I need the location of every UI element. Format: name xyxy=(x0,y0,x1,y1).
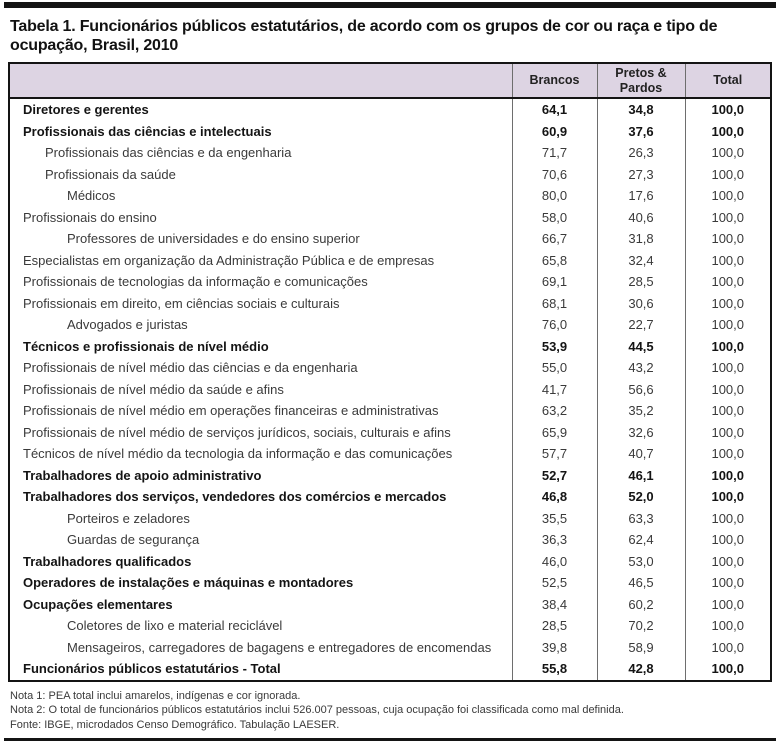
total-value: 100,0 xyxy=(685,121,770,143)
table-row xyxy=(10,271,770,293)
column-header-total: Total xyxy=(685,64,770,98)
pretos-pardos-value: 27,3 xyxy=(597,164,685,186)
table-row xyxy=(10,314,770,336)
total-value: 100,0 xyxy=(685,594,770,616)
brancos-value: 65,9 xyxy=(512,422,597,444)
bottom-rule xyxy=(4,738,776,741)
table-row xyxy=(10,615,770,637)
table-row xyxy=(10,572,770,594)
total-value: 100,0 xyxy=(685,615,770,637)
data-table xyxy=(10,64,770,680)
brancos-value: 64,1 xyxy=(512,98,597,121)
table-row xyxy=(10,293,770,315)
total-value: 100,0 xyxy=(685,465,770,487)
brancos-value: 60,9 xyxy=(512,121,597,143)
total-value: 100,0 xyxy=(685,508,770,530)
pretos-pardos-value: 31,8 xyxy=(597,228,685,250)
pretos-pardos-value: 62,4 xyxy=(597,529,685,551)
table-row xyxy=(10,508,770,530)
total-value: 100,0 xyxy=(685,658,770,680)
total-value: 100,0 xyxy=(685,637,770,659)
pretos-pardos-value: 22,7 xyxy=(597,314,685,336)
brancos-value: 80,0 xyxy=(512,185,597,207)
brancos-value: 28,5 xyxy=(512,615,597,637)
pretos-pardos-value: 26,3 xyxy=(597,142,685,164)
table-frame xyxy=(8,62,772,682)
table-row xyxy=(10,551,770,573)
row-label: Guardas de segurança xyxy=(67,532,200,548)
source-note: Fonte: IBGE, microdados Censo Demográfico. Tabulação LAESER. xyxy=(10,718,340,731)
brancos-value: 69,1 xyxy=(512,271,597,293)
table-body xyxy=(10,98,770,680)
brancos-value: 68,1 xyxy=(512,293,597,315)
row-label: Professores de universidades e do ensino superior xyxy=(67,231,360,247)
total-value: 100,0 xyxy=(685,357,770,379)
row-label: Profissionais das ciências e da engenharia xyxy=(45,145,292,161)
table-row xyxy=(10,529,770,551)
pretos-pardos-value: 60,2 xyxy=(597,594,685,616)
pretos-pardos-value: 17,6 xyxy=(597,185,685,207)
row-label: Trabalhadores qualificados xyxy=(23,553,192,569)
total-value: 100,0 xyxy=(685,551,770,573)
pretos-pardos-value: 53,0 xyxy=(597,551,685,573)
row-label: Porteiros e zeladores xyxy=(67,510,190,526)
brancos-value: 71,7 xyxy=(512,142,597,164)
brancos-value: 55,8 xyxy=(512,658,597,680)
row-label: Coletores de lixo e material reciclável xyxy=(67,618,283,634)
row-label: Profissionais das ciências e intelectuais xyxy=(23,123,272,139)
table-row xyxy=(10,228,770,250)
pretos-pardos-value: 40,7 xyxy=(597,443,685,465)
table-row xyxy=(10,658,770,680)
total-value: 100,0 xyxy=(685,443,770,465)
brancos-value: 41,7 xyxy=(512,379,597,401)
brancos-value: 57,7 xyxy=(512,443,597,465)
table-title xyxy=(10,17,770,55)
total-value: 100,0 xyxy=(685,572,770,594)
row-label: Profissionais de nível médio de serviços jurídicos, sociais, culturais e afins xyxy=(23,424,451,440)
row-label: Profissionais em direito, em ciências sociais e culturais xyxy=(23,295,340,311)
brancos-value: 65,8 xyxy=(512,250,597,272)
table-row xyxy=(10,142,770,164)
column-header-occupation xyxy=(10,64,512,98)
pretos-pardos-value: 35,2 xyxy=(597,400,685,422)
row-label: Profissionais de nível médio da saúde e afins xyxy=(23,381,284,397)
brancos-value: 38,4 xyxy=(512,594,597,616)
table-title-line2: ocupação, Brasil, 2010 xyxy=(10,37,179,54)
row-label: Profissionais de nível médio em operações financeiras e administrativas xyxy=(23,403,439,419)
note-2: Nota 2: O total de funcionários públicos estatutários inclui 526.007 pessoas, cuja ocupação foi classificada como mal definida. xyxy=(10,704,624,717)
table-row xyxy=(10,207,770,229)
pretos-pardos-value: 63,3 xyxy=(597,508,685,530)
total-value: 100,0 xyxy=(685,486,770,508)
table-notes xyxy=(10,689,768,733)
total-value: 100,0 xyxy=(685,207,770,229)
table-row xyxy=(10,379,770,401)
total-value: 100,0 xyxy=(685,228,770,250)
brancos-value: 70,6 xyxy=(512,164,597,186)
table-row xyxy=(10,121,770,143)
brancos-value: 46,0 xyxy=(512,551,597,573)
total-value: 100,0 xyxy=(685,422,770,444)
total-value: 100,0 xyxy=(685,529,770,551)
brancos-value: 63,2 xyxy=(512,400,597,422)
pretos-pardos-value: 28,5 xyxy=(597,271,685,293)
brancos-value: 39,8 xyxy=(512,637,597,659)
brancos-value: 53,9 xyxy=(512,336,597,358)
pretos-pardos-value: 56,6 xyxy=(597,379,685,401)
brancos-value: 55,0 xyxy=(512,357,597,379)
row-label: Ocupações elementares xyxy=(23,596,173,612)
column-header-pretos-pardos: Pretos & Pardos xyxy=(597,64,685,98)
table-row xyxy=(10,336,770,358)
pretos-pardos-value: 52,0 xyxy=(597,486,685,508)
column-header-brancos: Brancos xyxy=(512,64,597,98)
brancos-value: 76,0 xyxy=(512,314,597,336)
pretos-pardos-value: 70,2 xyxy=(597,615,685,637)
brancos-value: 35,5 xyxy=(512,508,597,530)
row-label: Mensageiros, carregadores de bagagens e entregadores de encomendas xyxy=(67,639,492,655)
table-row xyxy=(10,637,770,659)
row-label: Profissionais da saúde xyxy=(45,166,176,182)
pretos-pardos-value: 40,6 xyxy=(597,207,685,229)
total-value: 100,0 xyxy=(685,98,770,121)
total-value: 100,0 xyxy=(685,250,770,272)
row-label: Advogados e juristas xyxy=(67,317,188,333)
row-label: Especialistas em organização da Administração Pública e de empresas xyxy=(23,252,435,268)
top-rule xyxy=(4,2,776,8)
row-label: Médicos xyxy=(67,188,116,204)
pretos-pardos-value: 46,5 xyxy=(597,572,685,594)
row-label: Profissionais do ensino xyxy=(23,209,157,225)
row-label: Funcionários públicos estatutários - Total xyxy=(23,661,281,677)
total-value: 100,0 xyxy=(685,185,770,207)
table-row xyxy=(10,185,770,207)
table-row xyxy=(10,465,770,487)
pretos-pardos-value: 34,8 xyxy=(597,98,685,121)
table-row xyxy=(10,443,770,465)
brancos-value: 46,8 xyxy=(512,486,597,508)
table-row xyxy=(10,400,770,422)
header-row xyxy=(10,64,770,98)
row-label: Trabalhadores de apoio administrativo xyxy=(23,467,262,483)
brancos-value: 66,7 xyxy=(512,228,597,250)
pretos-pardos-value: 58,9 xyxy=(597,637,685,659)
brancos-value: 36,3 xyxy=(512,529,597,551)
pretos-pardos-value: 46,1 xyxy=(597,465,685,487)
row-label: Profissionais de tecnologias da informação e comunicações xyxy=(23,274,368,290)
total-value: 100,0 xyxy=(685,314,770,336)
pretos-pardos-value: 32,6 xyxy=(597,422,685,444)
table-row xyxy=(10,357,770,379)
table-header xyxy=(10,64,770,98)
row-label: Técnicos de nível médio da tecnologia da informação e das comunicações xyxy=(23,446,453,462)
note-1: Nota 1: PEA total inclui amarelos, indígenas e cor ignorada. xyxy=(10,689,301,702)
row-label: Profissionais de nível médio das ciências e da engenharia xyxy=(23,360,358,376)
brancos-value: 52,7 xyxy=(512,465,597,487)
row-label: Operadores de instalações e máquinas e montadores xyxy=(23,575,354,591)
row-label: Diretores e gerentes xyxy=(23,102,149,118)
table-row xyxy=(10,250,770,272)
pretos-pardos-value: 37,6 xyxy=(597,121,685,143)
pretos-pardos-value: 43,2 xyxy=(597,357,685,379)
pretos-pardos-value: 32,4 xyxy=(597,250,685,272)
total-value: 100,0 xyxy=(685,400,770,422)
total-value: 100,0 xyxy=(685,142,770,164)
table-row xyxy=(10,486,770,508)
table-row xyxy=(10,164,770,186)
total-value: 100,0 xyxy=(685,293,770,315)
pretos-pardos-value: 42,8 xyxy=(597,658,685,680)
row-label: Técnicos e profissionais de nível médio xyxy=(23,338,269,354)
row-label: Trabalhadores dos serviços, vendedores dos comércios e mercados xyxy=(23,489,447,505)
pretos-pardos-value: 30,6 xyxy=(597,293,685,315)
total-value: 100,0 xyxy=(685,379,770,401)
table-title-line1: Tabela 1. Funcionários públicos estatutários, de acordo com os grupos de cor ou raça e tipo de xyxy=(10,18,718,35)
table-row xyxy=(10,422,770,444)
total-value: 100,0 xyxy=(685,271,770,293)
total-value: 100,0 xyxy=(685,336,770,358)
total-value: 100,0 xyxy=(685,164,770,186)
table-row xyxy=(10,98,770,121)
brancos-value: 52,5 xyxy=(512,572,597,594)
pretos-pardos-value: 44,5 xyxy=(597,336,685,358)
table-row xyxy=(10,594,770,616)
brancos-value: 58,0 xyxy=(512,207,597,229)
